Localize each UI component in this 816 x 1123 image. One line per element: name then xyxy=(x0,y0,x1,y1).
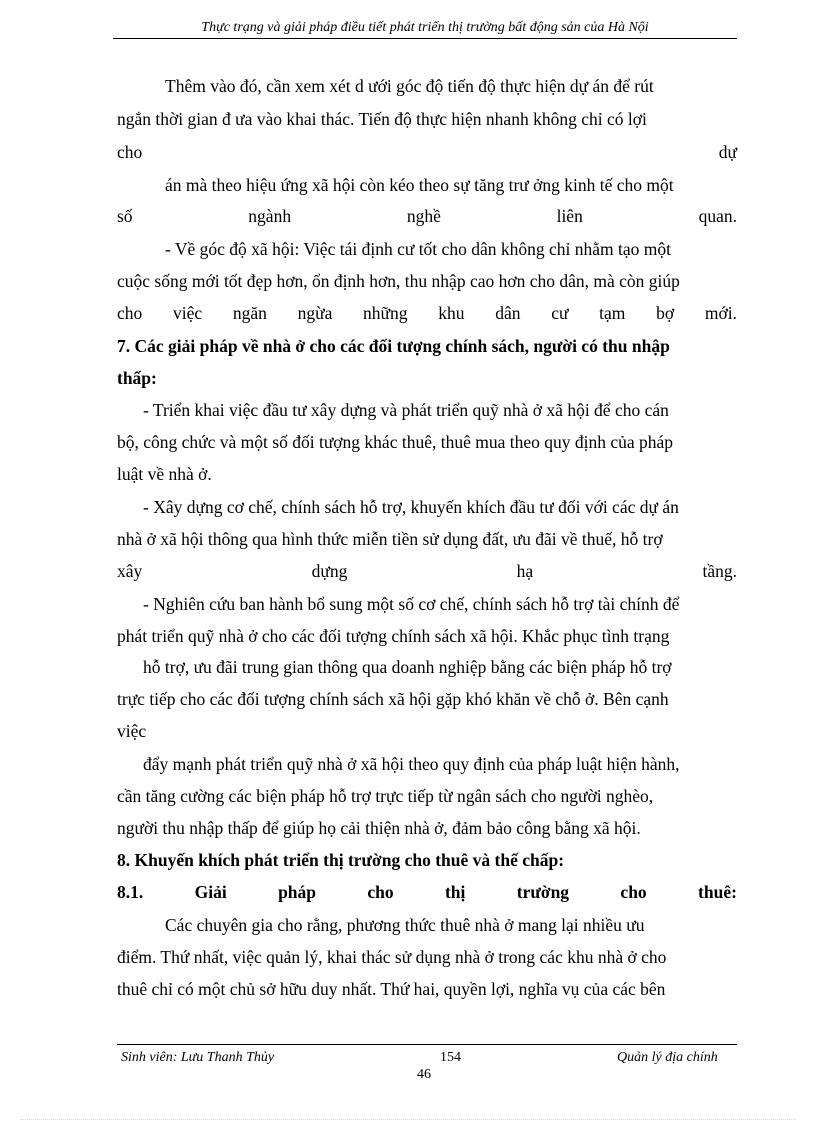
section-heading-cont: thấp: xyxy=(117,368,157,388)
body-line: bộ, công chức và một số đối tượng khác thuê, thuê mua theo quy định của pháp xyxy=(117,432,674,452)
footer-sub-page-number: 46 xyxy=(417,1067,431,1082)
body-line: thuê chỉ có một chủ sở hữu duy nhất. Thứ hai, quyền lợi, nghĩa vụ của các bên xyxy=(117,979,666,999)
word: Giải xyxy=(194,882,227,902)
word: 8.1. xyxy=(117,882,144,902)
word: khu xyxy=(438,303,465,323)
body-line: phát triển quỹ nhà ở cho các đối tượng chính sách xã hội. Khắc phục tình trạng xyxy=(117,626,670,646)
word: quan. xyxy=(698,206,737,226)
word: hạ xyxy=(516,561,534,581)
body-line: ngắn thời gian đ ưa vào khai thác. Tiến độ thực hiện nhanh không chỉ có lợi xyxy=(117,109,647,129)
body-line: án mà theo hiệu ứng xã hội còn kéo theo sự tăng trư ởng kinh tế cho một xyxy=(165,175,674,195)
body-line: - Xây dựng cơ chế, chính sách hỗ trợ, khuyến khích đầu tư đối với các dự án xyxy=(143,497,679,517)
section-heading: 8. Khuyến khích phát triển thị trường cho thuê và thế chấp: xyxy=(117,850,565,870)
word: dân xyxy=(495,303,521,323)
word: xây xyxy=(117,561,143,581)
body-line: nhà ở xã hội thông qua hình thức miễn tiền sử dụng đất, ưu đãi về thuế, hỗ trợ xyxy=(117,529,663,549)
word: cư xyxy=(551,303,569,323)
header-rule xyxy=(113,38,737,39)
page-header-title: Thực trạng và giải pháp điều tiết phát triển thị trường bất động sản của Hà Nội xyxy=(201,20,649,35)
body-line: luật về nhà ở. xyxy=(117,464,212,484)
body-line: trực tiếp cho các đối tượng chính sách xã hội gặp khó khăn về chỗ ở. Bên cạnh xyxy=(117,689,669,709)
body-line-justified xyxy=(117,141,737,163)
word: mới. xyxy=(704,303,737,323)
word: pháp xyxy=(278,882,317,902)
word: tạm xyxy=(599,303,626,323)
word: những xyxy=(363,303,408,323)
body-line: - Triển khai việc đầu tư xây dựng và phát triển quỹ nhà ở xã hội để cho cán xyxy=(143,400,669,420)
word: ngăn xyxy=(232,303,267,323)
word: cho xyxy=(367,882,394,902)
word: số xyxy=(117,206,133,226)
body-line-justified xyxy=(117,302,737,324)
word: tầng. xyxy=(702,561,737,581)
word: thị xyxy=(444,882,466,902)
word: cho xyxy=(620,882,647,902)
word: nghề xyxy=(406,206,441,226)
body-line: đẩy mạnh phát triển quỹ nhà ở xã hội theo quy định của pháp luật hiện hành, xyxy=(143,754,680,774)
footer-department: Quản lý địa chính xyxy=(617,1050,718,1065)
word: ngừa xyxy=(297,303,333,323)
word: cho xyxy=(117,303,143,323)
word: dự xyxy=(718,142,737,162)
body-line: người thu nhập thấp để giúp họ cải thiện nhà ở, đảm bảo công bằng xã hội. xyxy=(117,818,641,838)
body-line: hỗ trợ, ưu đãi trung gian thông qua doanh nghiệp bằng các biện pháp hỗ trợ xyxy=(143,657,672,677)
word: cho xyxy=(117,142,143,162)
word: liên xyxy=(556,206,583,226)
word: trường xyxy=(516,882,570,902)
subsection-heading xyxy=(117,881,737,903)
body-line: - Về góc độ xã hội: Việc tái định cư tốt cho dân không chỉ nhằm tạo một xyxy=(165,239,671,259)
body-line: Các chuyên gia cho rằng, phương thức thuê nhà ở mang lại nhiều ưu xyxy=(165,915,645,935)
body-line-justified xyxy=(117,205,737,227)
footer-rule xyxy=(117,1044,737,1045)
word: việc xyxy=(172,303,203,323)
word: dựng xyxy=(311,561,348,581)
body-line: cần tăng cường các biện pháp hỗ trợ trực tiếp từ ngân sách cho người nghèo, xyxy=(117,786,654,806)
word: thuê: xyxy=(698,882,737,902)
body-line-justified xyxy=(117,560,737,582)
footer-student-name: Sinh viên: Lưu Thanh Thủy xyxy=(121,1050,275,1065)
body-line: việc xyxy=(117,721,147,741)
body-line: - Nghiên cứu ban hành bổ sung một số cơ chế, chính sách hỗ trợ tài chính để xyxy=(143,594,680,614)
page-bottom-dotted-edge xyxy=(20,1119,796,1120)
word: ngành xyxy=(248,206,292,226)
section-heading: 7. Các giải pháp về nhà ở cho các đối tượng chính sách, người có thu nhập xyxy=(117,336,670,356)
word: bợ xyxy=(656,303,675,323)
body-line: điểm. Thứ nhất, việc quản lý, khai thác sử dụng nhà ở trong các khu nhà ở cho xyxy=(117,947,667,967)
body-line: cuộc sống mới tốt đẹp hơn, ổn định hơn, thu nhập cao hơn cho dân, mà còn giúp xyxy=(117,271,680,291)
footer-page-number: 154 xyxy=(440,1050,461,1065)
body-line: Thêm vào đó, cần xem xét d ưới góc độ tiến độ thực hiện dự án để rút xyxy=(165,76,654,96)
